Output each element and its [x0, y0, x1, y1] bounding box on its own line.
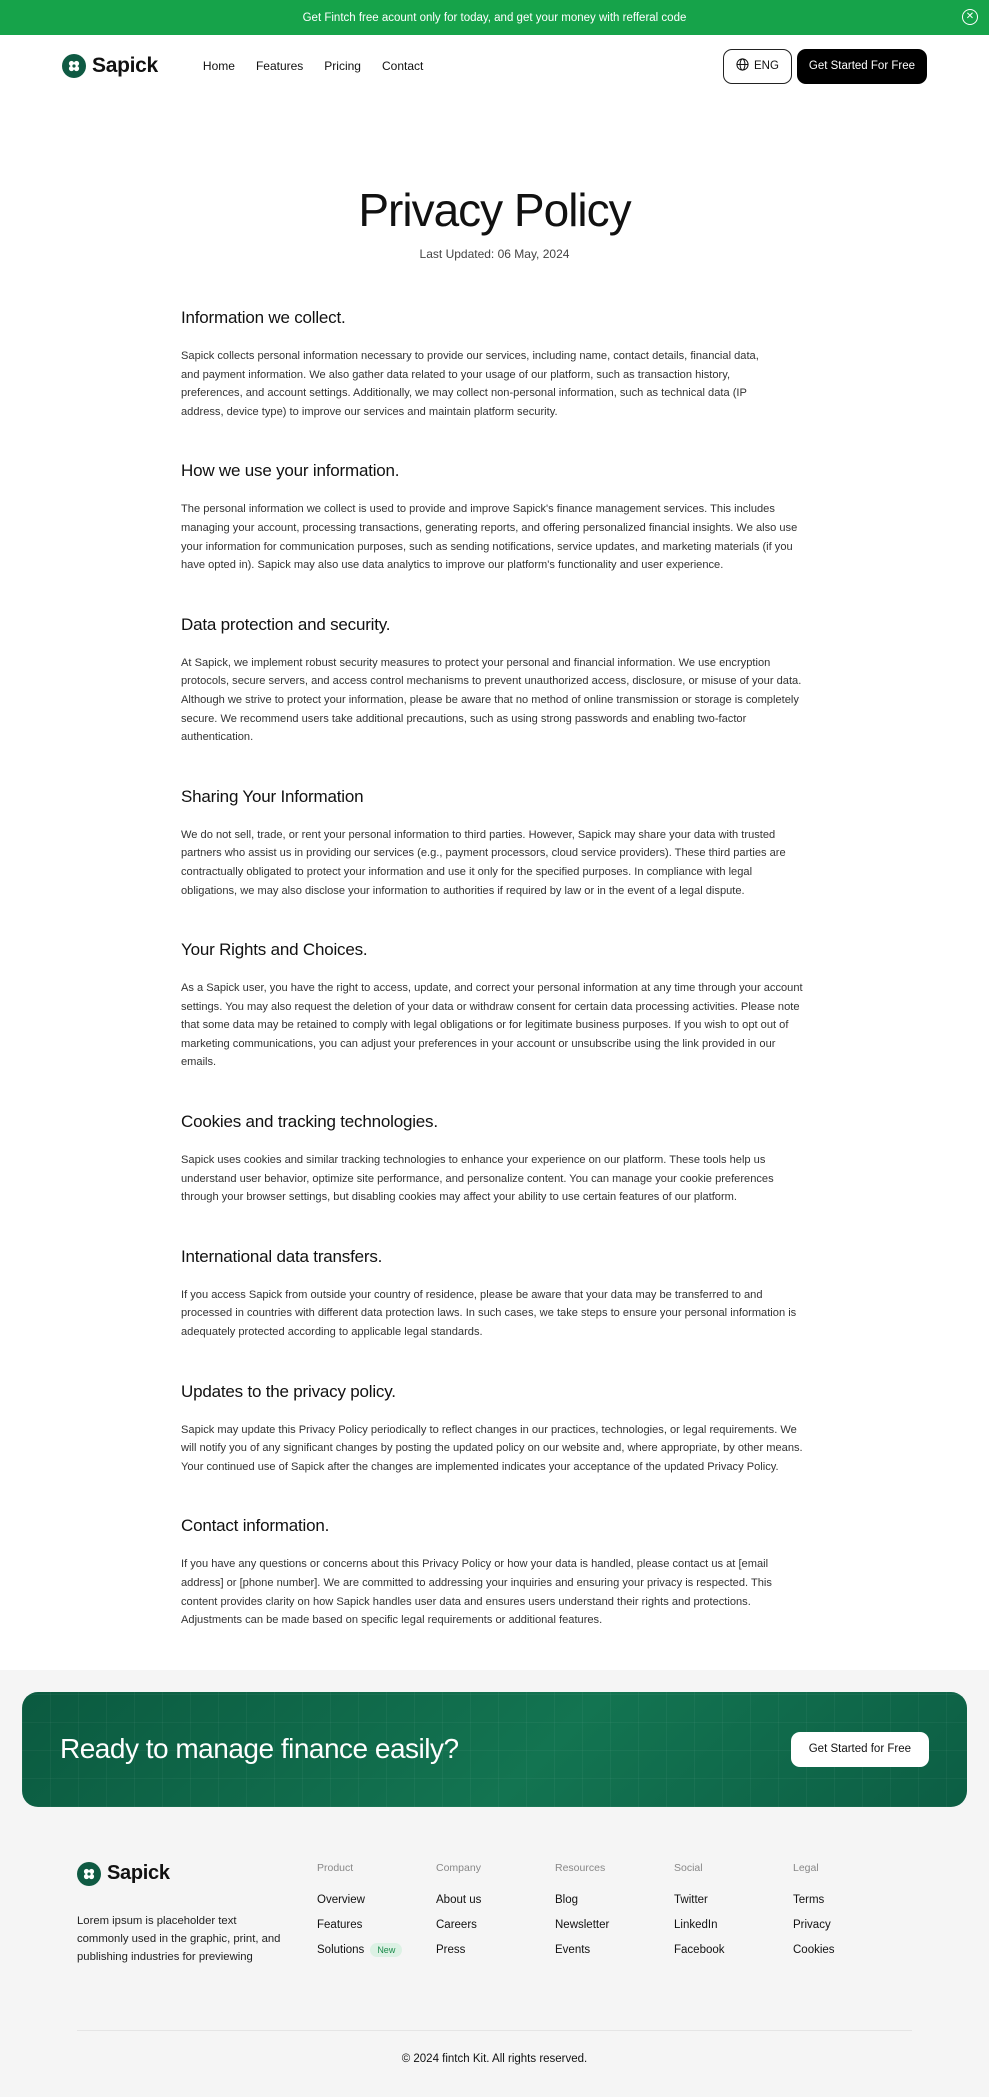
policy-section	[181, 461, 811, 574]
footer-col-resources	[555, 1862, 674, 1966]
footer-col-title: Legal	[793, 1861, 819, 1874]
hero	[0, 97, 989, 261]
section-title: Data protection and security.	[181, 614, 391, 634]
policy-section	[181, 1516, 811, 1629]
footer-brand-name: Sapick	[107, 1862, 170, 1885]
logo-icon	[77, 1862, 101, 1886]
section-body: Sapick may update this Privacy Policy periodically to reflect changes in our practices, technologies, or legal requirements. We will notify you of any significant changes by posting the updated policy on our website and, where appropriate, by other means. Your continued use of Sapick after the changes are implemented indicates your acceptance of the updated Privacy Policy.	[181, 1423, 803, 1473]
policy-section	[181, 940, 811, 1072]
get-started-button[interactable]: Get Started For Free	[797, 49, 927, 84]
section-body: We do not sell, trade, or rent your personal information to third parties. However, Sapick may share your data with trusted partners who assist us in providing our services (e.g., payment processors, cloud service providers). These third parties are contractually obligated to protect your information and use it only for the specified purposes. In compliance with legal obligations, we may also disclose your information to authorities if required by law or in the event of a legal dispute.	[181, 828, 786, 897]
footer-col-social	[674, 1862, 793, 1966]
close-icon[interactable]: ✕	[962, 9, 978, 25]
policy-section	[181, 1382, 811, 1477]
policy-section	[181, 615, 811, 747]
footer-col-legal	[793, 1862, 912, 1966]
section-title: How we use your information.	[181, 461, 400, 481]
page-title: Privacy Policy	[358, 184, 631, 236]
footer-col-product	[317, 1862, 436, 1966]
announcement-bar	[0, 0, 989, 35]
last-updated: Last Updated: 06 May, 2024	[419, 247, 570, 261]
section-body: Sapick collects personal information necessary to provide our services, including name, contact details, financial data, and payment information. We also gather data related to your usage of our platform, such as transaction history, preferences, and account settings. Additionally, we may collect non-personal information, such as technical data (IP address, device type) to improve our services and maintain platform security.	[181, 350, 759, 418]
footer-link-overview[interactable]: Overview	[317, 1894, 365, 1907]
footer-link-terms[interactable]: Terms	[793, 1894, 825, 1907]
nav-pricing[interactable]: Pricing	[324, 59, 361, 73]
section-title: International data transfers.	[181, 1246, 383, 1266]
announcement-text: Get Fintch free acount only for today, and get your money with refferal code	[302, 11, 687, 24]
section-title: Sharing Your Information	[181, 786, 364, 806]
cta-banner	[22, 1692, 967, 1807]
section-body: If you access Sapick from outside your country of residence, please be aware that your data may be transferred to and processed in countries with different data protection laws. In such cases, we take steps to ensure your personal information is adequately protected according to applicable legal standards.	[181, 1288, 797, 1339]
brand-name: Sapick	[92, 54, 158, 77]
footer-link-cookies[interactable]: Cookies	[793, 1944, 835, 1957]
header-actions	[723, 49, 927, 84]
logo-icon	[62, 54, 86, 78]
language-button[interactable]	[723, 49, 792, 84]
policy-section	[181, 1112, 811, 1207]
section-body: Sapick uses cookies and similar tracking technologies to enhance your experience on our platform. These tools help us understand user behavior, optimize site performance, and personalize content. You can manage your cookie preferences through your browser settings, but disabling cookies may affect your ability to use certain features of our platform.	[181, 1154, 774, 1204]
policy-section	[181, 787, 811, 900]
footer-link-careers[interactable]: Careers	[436, 1919, 477, 1932]
footer-link-twitter[interactable]: Twitter	[674, 1894, 708, 1907]
footer-link-features[interactable]: Features	[317, 1919, 363, 1932]
footer-link-blog[interactable]: Blog	[555, 1894, 579, 1907]
footer-columns	[317, 1862, 912, 1966]
nav-contact[interactable]: Contact	[381, 59, 424, 73]
footer-link-about[interactable]: About us	[436, 1894, 482, 1907]
footer-brand	[77, 1862, 317, 1966]
main-nav	[203, 59, 423, 73]
policy-content	[181, 308, 811, 1630]
section-body: As a Sapick user, you have the right to access, update, and correct your personal information at any time through your account settings. You may also request the deletion of your data or withdraw consent for certain data processing activities. Please note that some data may be retained to comply with legal obligations or for legitimate business purposes. If you wish to opt out of marketing communications, you can adjust your preferences in your account or unsubscribe using the link provided in our emails.	[181, 982, 803, 1069]
section-body: At Sapick, we implement robust security measures to protect your personal and financial information. We use encryption protocols, secure servers, and access control mechanisms to prevent unauthorized access, disclosure, or misuse of your data. Although we strive to protect your information, please be aware that no method of online transmission or storage is completely secure. We recommend users take additional precautions, such as using strong passwords and enabling two-factor authentication.	[181, 656, 802, 744]
footer-col-title: Product	[317, 1861, 354, 1874]
footer-col-company	[436, 1862, 555, 1966]
section-title: Contact information.	[181, 1516, 330, 1536]
site-footer	[0, 1807, 989, 1966]
cta-get-started-button[interactable]: Get Started for Free	[791, 1732, 929, 1767]
globe-icon	[736, 58, 749, 74]
language-label: ENG	[753, 60, 779, 72]
footer-logo[interactable]	[77, 1862, 317, 1886]
copyright: © 2024 fintch Kit. All rights reserved.	[401, 2052, 588, 2065]
footer-link-privacy[interactable]: Privacy	[793, 1919, 831, 1932]
policy-section	[181, 1247, 811, 1342]
section-title: Your Rights and Choices.	[181, 940, 368, 960]
section-body: If you have any questions or concerns about this Privacy Policy or how your data is handled, please contact us at [email address] or [phone number]. We are committed to addressing your inquiries and ensuring your privacy is respected. This content provides clarity on how Sapick handles user data and ensures users understand their rights and protections. Adjustments can be made based on specific legal requirements or additional features.	[181, 1558, 772, 1627]
footer-link-press[interactable]: Press	[436, 1944, 466, 1957]
footer-link-solutions[interactable]	[317, 1938, 436, 1963]
section-title: Information we collect.	[181, 308, 346, 327]
new-badge: New	[370, 1943, 402, 1957]
footer-col-title: Social	[674, 1861, 703, 1874]
footer-link-newsletter[interactable]: Newsletter	[555, 1919, 610, 1932]
section-title: Cookies and tracking technologies.	[181, 1112, 438, 1132]
footer-link-events[interactable]: Events	[555, 1944, 591, 1957]
nav-home[interactable]: Home	[202, 59, 235, 73]
footer-col-title: Company	[436, 1861, 481, 1874]
bottom-area	[0, 1670, 989, 2097]
footer-link-label: Solutions	[317, 1944, 365, 1957]
logo[interactable]	[62, 54, 158, 78]
cta-title: Ready to manage finance easily?	[60, 1733, 459, 1765]
section-title: Updates to the privacy policy.	[181, 1381, 396, 1401]
footer-col-title: Resources	[555, 1861, 606, 1874]
footer-link-facebook[interactable]: Facebook	[674, 1944, 725, 1957]
footer-link-linkedin[interactable]: LinkedIn	[674, 1919, 718, 1932]
nav-features[interactable]: Features	[255, 59, 304, 73]
footer-description: Lorem ipsum is placeholder text commonly used in the graphic, print, and publishing industries for previewing	[77, 1914, 281, 1963]
site-header	[0, 35, 989, 97]
section-body: The personal information we collect is used to provide and improve Sapick's finance management services. This includes managing your account, processing transactions, generating reports, and offering personalized financial insights. We also use your information for communication purposes, such as sending notifications, service updates, and marketing materials (if you have opted in). Sapick may also use data analytics to improve our platform's functionality and user experience.	[181, 503, 798, 572]
policy-section	[181, 308, 811, 421]
